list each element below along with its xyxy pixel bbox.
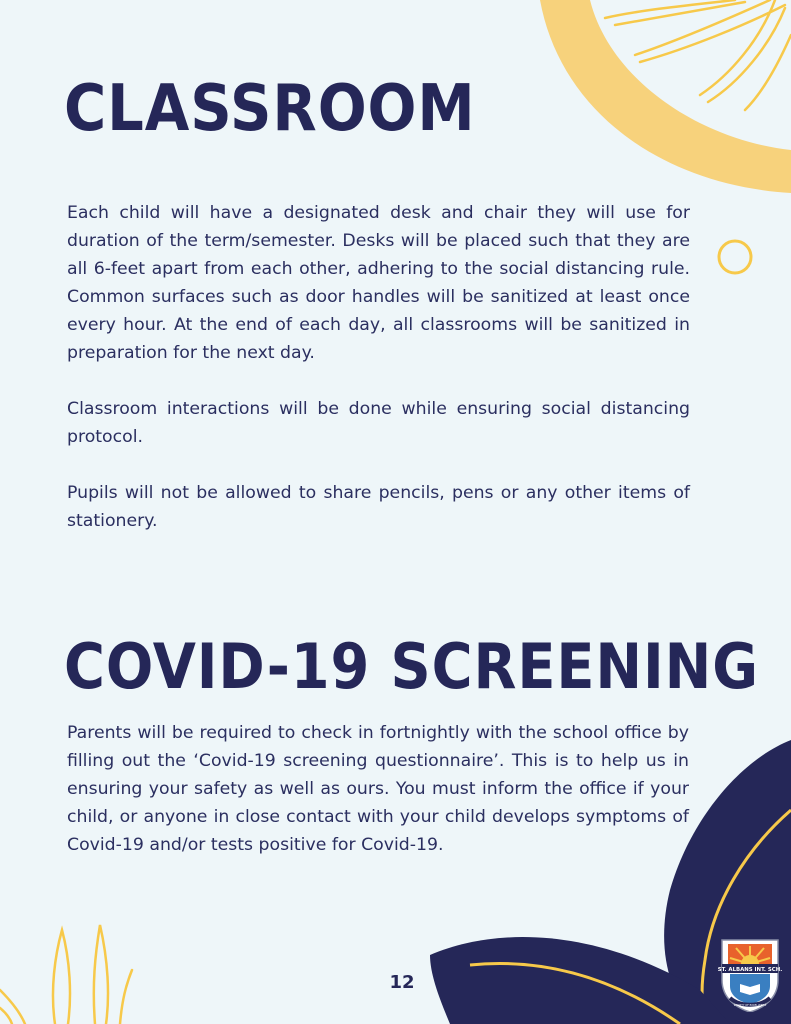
school-logo <box>718 936 782 1012</box>
screening-paragraph: Parents will be required to check in fortnightly with the school office by filling out the ‘Covid-19 screening questionnaire’. This is to help us in ensuring your safety as well as ours. You must inform the office if your child, or anyone in close contact with your child develops symptoms of Covid-19 and/or tests positive for Covid-19. <box>67 723 689 855</box>
section-title-classroom: CLASSROOM <box>64 72 476 146</box>
yellow-ring-shape <box>540 0 791 193</box>
section-title-covid-screening: COVID-19 SCREENING <box>64 630 759 703</box>
classroom-paragraph-interactions: Classroom interactions will be done while ensuring social distancing protocol. <box>67 399 690 447</box>
page-number: 12 <box>389 972 415 993</box>
logo-school-name: ST. ALBANS INT. SCH. <box>718 967 782 973</box>
logo-motto: DIGNITY OF EXCELLENCE <box>733 1004 767 1007</box>
classroom-paragraph-desks: Each child will have a designated desk and chair they will use for duration of the term/semester. Desks will be placed such that they are all 6-feet apart from each other, adhering to the social distancing rule. Common surfaces such as door handles will be sanitized at least once every hour. At the end of each day, all classrooms will be sanitized in preparation for the next day. <box>67 203 690 363</box>
small-yellow-circle <box>719 241 751 273</box>
grass-outline-bottom <box>0 925 132 1024</box>
classroom-paragraph-stationery: Pupils will not be allowed to share pencils, pens or any other items of stationery. <box>67 483 690 531</box>
